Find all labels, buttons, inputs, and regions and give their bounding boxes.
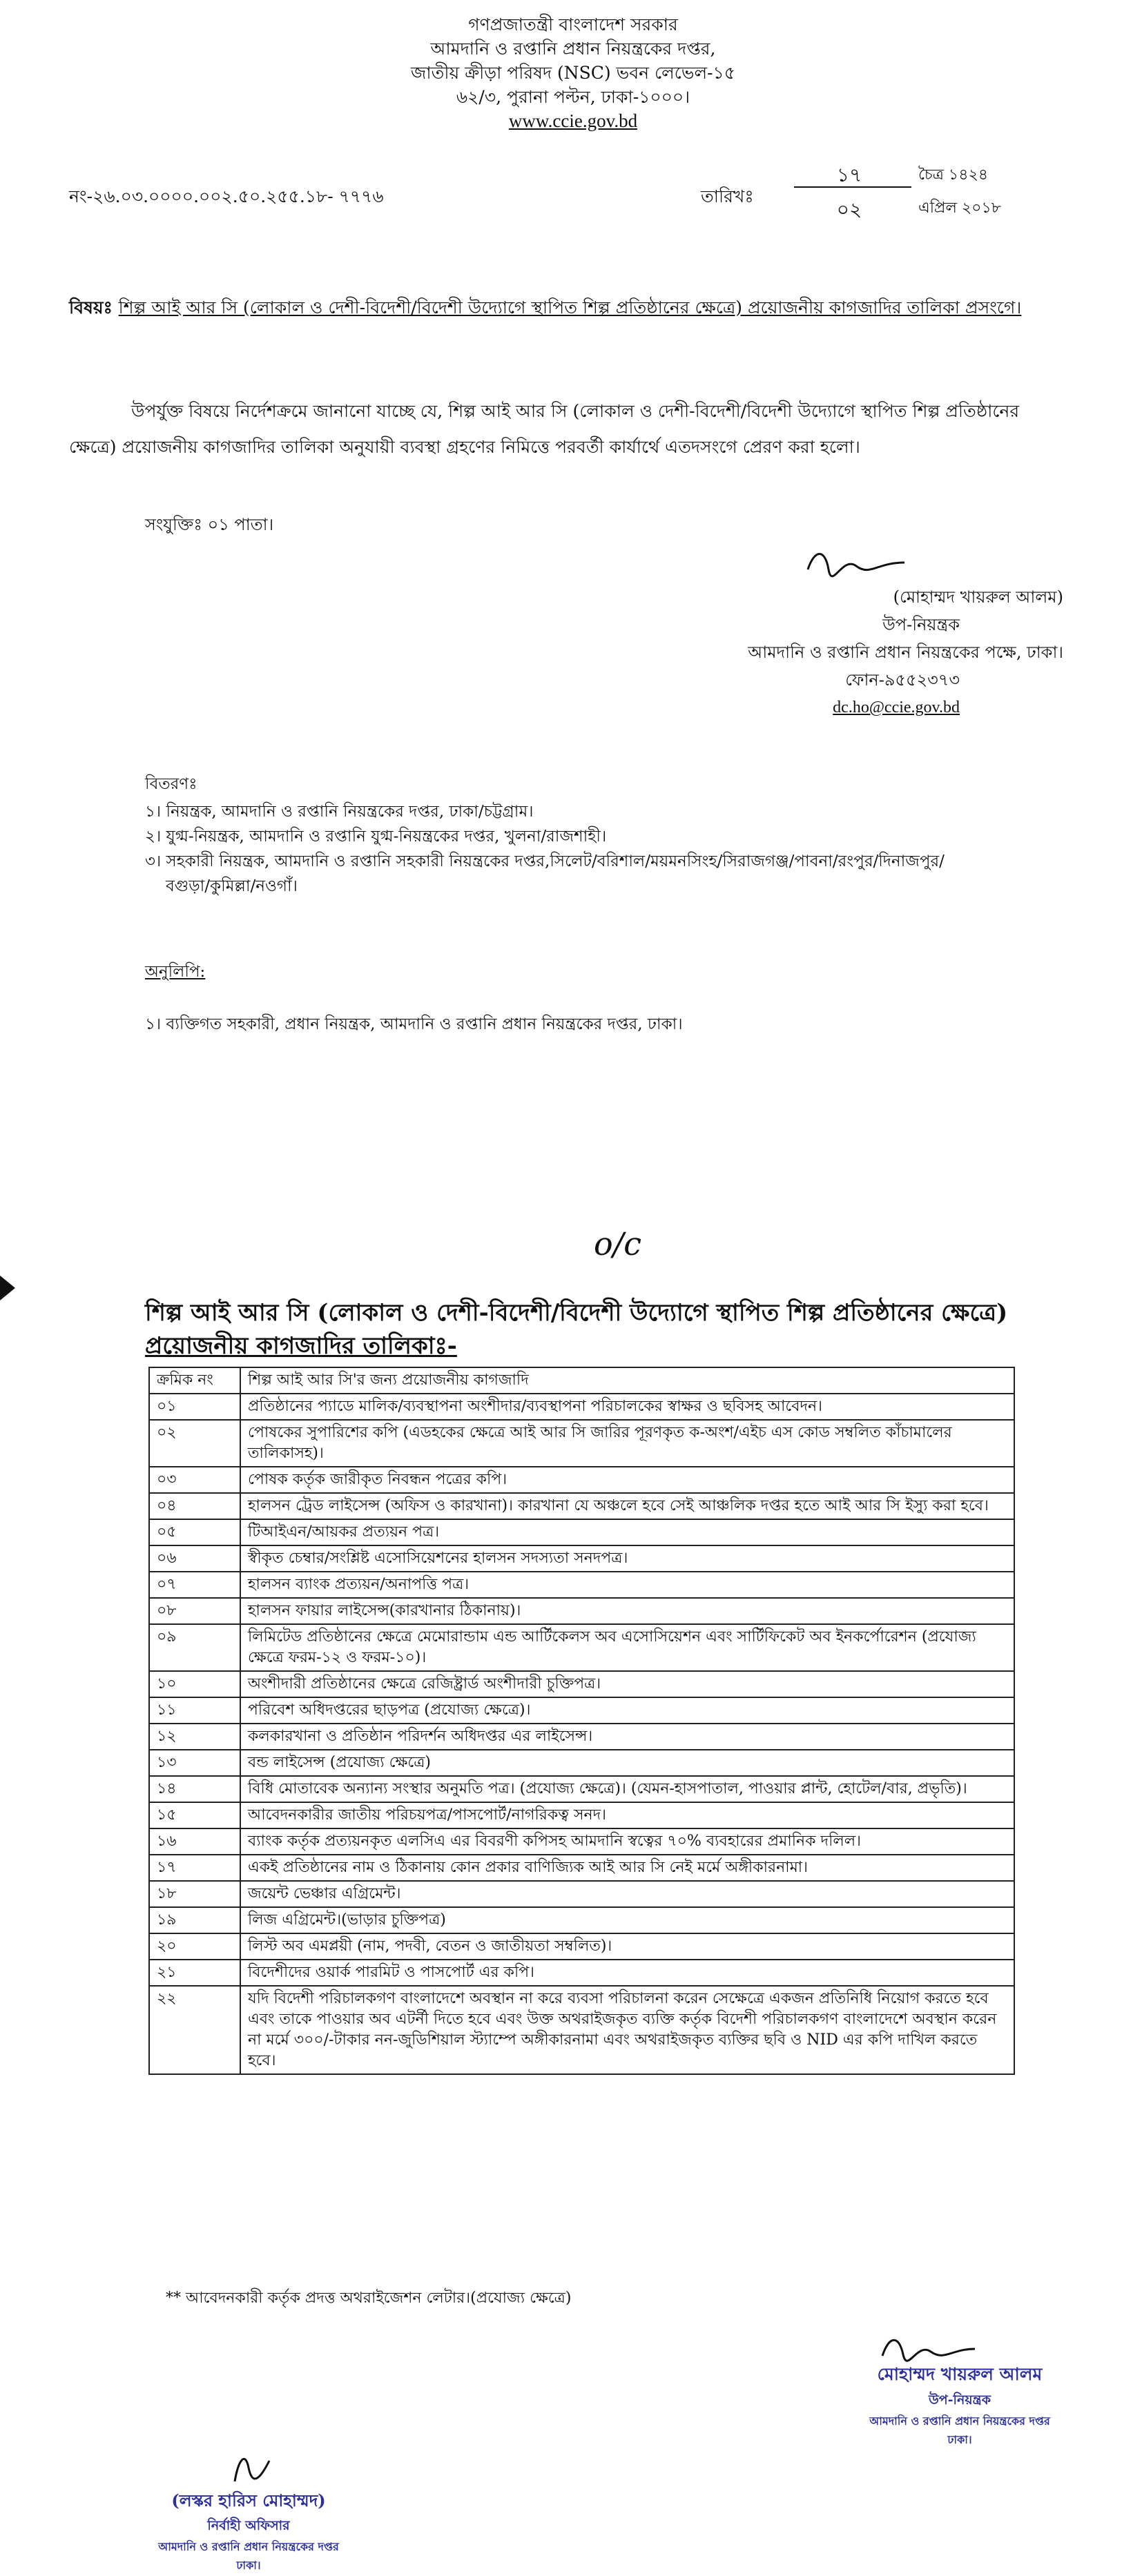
date-label: তারিখঃ <box>701 186 754 206</box>
table-row <box>149 1671 1014 1697</box>
table-row <box>149 1776 1014 1802</box>
row-serial: ১৮ <box>149 1881 240 1907</box>
documents-table <box>148 1367 1015 2075</box>
row-text: বিদেশীদের ওয়ার্ক পারমিট ও পাসপোর্ট এর কপি। <box>240 1960 1014 1986</box>
header-line-4: ৬২/৩, পুরানা পল্টন, ঢাকা-১০০০। <box>456 87 690 107</box>
copy-title: অনুলিপি: <box>145 963 206 981</box>
table-row <box>149 1572 1014 1598</box>
subject-text: শিল্প আই আর সি (লোকাল ও দেশী-বিদেশী/বিদেশী উদ্যোগে স্থাপিত শিল্প প্রতিষ্ঠানের ক্ষেত্রে) প্রয়োজনীয় কাগজাদির তালিকা প্রসংগে। <box>118 297 1022 318</box>
stamp-right-office: আমদানি ও রপ্তানি প্রধান নিয়ন্ত্রকের দপ্তর <box>869 2414 1050 2428</box>
copy-block <box>145 959 1112 1037</box>
signature-mark <box>801 542 911 583</box>
header-line-1: গণপ্রজাতন্ত্রী বাংলাদেশ সরকার <box>468 14 678 35</box>
date-en-day: ০২ <box>836 198 862 221</box>
signature-mark-3 <box>228 2447 276 2488</box>
annex-mark: o/c <box>594 1225 641 1262</box>
stamp-left-city: ঢাকা। <box>236 2559 261 2572</box>
header-serial: ক্রমিক নং <box>149 1367 240 1394</box>
footnote: ** আবেদনকারী কর্তৃক প্রদত্ত অথরাইজেশন লেটার।(প্রযোজ্য ক্ষেত্রে) <box>166 2290 572 2307</box>
row-serial: ০১ <box>149 1394 240 1420</box>
row-serial: ২১ <box>149 1960 240 1986</box>
row-serial: ০৬ <box>149 1545 240 1572</box>
row-text: জয়েন্ট ভেঞ্চার এগ্রিমেন্ট। <box>240 1881 1014 1907</box>
row-text: লিস্ট অব এমপ্লয়ী (নাম, পদবী, বেতন ও জাতীয়তা সম্বলিত)। <box>240 1933 1014 1960</box>
table-row <box>149 1802 1014 1828</box>
signatory-office: আমদানি ও রপ্তানি প্রধান নিয়ন্ত্রকের পক্ষে, ঢাকা। <box>748 643 1063 662</box>
annex-title <box>145 1296 1112 1363</box>
subject <box>69 290 1063 326</box>
row-serial: ১১ <box>149 1697 240 1724</box>
date-bn-month: চৈত্র ১৪২৪ <box>918 166 989 184</box>
row-serial: ২০ <box>149 1933 240 1960</box>
row-serial: ১৭ <box>149 1855 240 1881</box>
signatory-designation: উপ-নিয়ন্ত্রক <box>882 615 960 634</box>
distribution-block <box>145 772 1112 899</box>
row-serial: ০৪ <box>149 1493 240 1519</box>
table-row <box>149 1394 1014 1420</box>
row-serial: ১৬ <box>149 1828 240 1855</box>
row-text: হালসন ফায়ার লাইসেন্স(কারখানার ঠিকানায়)। <box>240 1598 1014 1624</box>
table-row <box>149 1545 1014 1572</box>
table-row <box>149 1960 1014 1986</box>
stamp-left <box>110 2488 387 2575</box>
row-text: পোষকের সুপারিশের কপি (এডহকের ক্ষেত্রে আই আর সি জারির পূরণকৃত ক-অংশ/এইচ এস কোড সম্বলিত কাঁচামালের তালিকাসহ)। <box>240 1420 1014 1467</box>
stamp-left-office: আমদানি ও রপ্তানি প্রধান নিয়ন্ত্রকের দপ্তর <box>158 2540 339 2553</box>
website-link[interactable]: www.ccie.gov.bd <box>508 110 638 131</box>
date-bn-day: ১৭ <box>836 164 862 186</box>
row-serial: ০৮ <box>149 1598 240 1624</box>
distribution-item: ৩। সহকারী নিয়ন্ত্রক, আমদানি ও রপ্তানি সহকারী নিয়ন্ত্রকের দপ্তর,সিলেট/বরিশাল/ময়মনসিংহ/সিরাজগঞ্জ/পাবনা/রংপুর/দিনাজপুর/ <box>145 852 945 870</box>
row-serial: ১৩ <box>149 1750 240 1776</box>
row-text: লিমিটেড প্রতিষ্ঠানের ক্ষেত্রে মেমোরান্ডাম এন্ড আর্টিকেলস অব এসোসিয়েশন এবং সার্টিফিকেট অব ইনকর্পোরেশন (প্রযোজ্য ক্ষেত্রে ফরম-১২ ও ফরম-১০)। <box>240 1624 1014 1671</box>
date-en-month: এপ্রিল ২০১৮ <box>918 199 1001 217</box>
stamp-left-name: (লস্কর হারিস মোহাম্মদ) <box>171 2490 326 2510</box>
row-serial: ০২ <box>149 1420 240 1467</box>
annex-title-line-1: শিল্প আই আর সি (লোকাল ও দেশী-বিদেশী/বিদেশী উদ্যোগে স্থাপিত শিল্প প্রতিষ্ঠানের ক্ষেত্রে) <box>145 1299 1008 1327</box>
table-row <box>149 1933 1014 1960</box>
table-row <box>149 1855 1014 1881</box>
header-documents: শিল্প আই আর সি'র জন্য প্রয়োজনীয় কাগজাদি <box>240 1367 1014 1394</box>
table-row <box>149 1907 1014 1933</box>
table-row <box>149 1750 1014 1776</box>
header-line-3: জাতীয় ক্রীড়া পরিষদ (NSC) ভবন লেভেল-১৫ <box>411 63 735 83</box>
reference-number: নং-২৬.০৩.০০০০.০০২.৫০.২৫৫.১৮- ৭৭৭৬ <box>69 186 384 206</box>
stamp-right-name: মোহাম্মদ খায়রুল আলম <box>877 2364 1043 2384</box>
row-text: বন্ড লাইসেন্স (প্রযোজ্য ক্ষেত্রে) <box>240 1750 1014 1776</box>
row-serial: ০৩ <box>149 1467 240 1493</box>
table-row <box>149 1493 1014 1519</box>
row-serial: ০৫ <box>149 1519 240 1545</box>
table-header-row <box>149 1367 1014 1394</box>
distribution-item: ১। নিয়ন্ত্রক, আমদানি ও রপ্তানি নিয়ন্ত্রকের দপ্তর, ঢাকা/চট্টগ্রাম। <box>145 803 534 821</box>
table-row <box>149 1697 1014 1724</box>
body-paragraph: উপর্যুক্ত বিষয়ে নির্দেশক্রমে জানানো যাচ্ছে যে, শিল্প আই আর সি (লোকাল ও দেশী-বিদেশী/বিদেশী উদ্যোগে স্থাপিত শিল্প প্রতিষ্ঠানের ক্ষেত্রে) প্রয়োজনীয় কাগজাদির তালিকা অনুযায়ী ব্যবস্থা গ্রহণের নিমিত্তে পরবর্তী কার্যার্থে এতদসংগে প্রেরণ করা হলো। <box>69 401 1020 457</box>
row-text: ব্যাংক কর্তৃক প্রত্যয়নকৃত এলসিএ এর বিবরণী কপিসহ আমদানি স্বত্বের ৭০% ব্যবহারের প্রমানিক দলিল। <box>240 1828 1014 1855</box>
distribution-item: বগুড়া/কুমিল্লা/নওগাঁ। <box>166 877 298 895</box>
row-serial: ১৪ <box>149 1776 240 1802</box>
row-text: প্রতিষ্ঠানের প্যাডে মালিক/ব্যবস্থাপনা অংশীদার/ব্যবস্থাপনা পরিচালকের স্বাক্ষর ও ছবিসহ আবেদন। <box>240 1394 1014 1420</box>
signatory-block <box>621 583 1063 721</box>
row-text: লিজ এগ্রিমেন্ট।(ভাড়ার চুক্তিপত্র) <box>240 1907 1014 1933</box>
table-row <box>149 1420 1014 1467</box>
table-row <box>149 1467 1014 1493</box>
header-line-2: আমদানি ও রপ্তানি প্রধান নিয়ন্ত্রকের দপ্তর, <box>430 39 716 59</box>
signatory-email[interactable]: dc.ho@ccie.gov.bd <box>833 699 960 716</box>
table-row <box>149 1724 1014 1750</box>
row-text: বিধি মোতাবেক অন্যান্য সংস্থার অনুমতি পত্র। (প্রযোজ্য ক্ষেত্রে)। (যেমন-হাসপাতাল, পাওয়ার প্লান্ট, হোটেল/বার, প্রভৃতি)। <box>240 1776 1014 1802</box>
table-row <box>149 1598 1014 1624</box>
table-row <box>149 1986 1014 2074</box>
row-text: আবেদনকারীর জাতীয় পরিচয়পত্র/পাসপোর্ট/নাগরিকত্ব সনদ। <box>240 1802 1014 1828</box>
table-row <box>149 1624 1014 1671</box>
distribution-title: বিতরণঃ <box>145 775 197 793</box>
row-text: যদি বিদেশী পরিচালকগণ বাংলাদেশে অবস্থান না করে ব্যবসা পরিচালনা করেন সেক্ষেত্রে একজন প্রতিনিধি নিয়োগ করতে হবে এবং তাকে পাওয়ার অব এটর্নী দিতে হবে এবং উক্ত অথরাইজকৃত ব্যক্তি কর্তৃক বিদেশী পরিচালকগণ বাংলাদেশে অবস্থান করেন না মর্মে ৩০০/-টাকার নন-জুডিশিয়াল স্ট্যাম্পে অঙ্গীকারনামা এবং অথরাইজকৃত ব্যক্তির ছবি ও NID এর কপি দাখিল করতে হবে। <box>240 1986 1014 2074</box>
row-text: অংশীদারী প্রতিষ্ঠানের ক্ষেত্রে রেজিষ্ট্রার্ড অংশীদারী চুক্তিপত্র। <box>240 1671 1014 1697</box>
distribution-item: ২। যুগ্ম-নিয়ন্ত্রক, আমদানি ও রপ্তানি যুগ্ম-নিয়ন্ত্রকের দপ্তর, খুলনা/রাজশাহী। <box>145 828 607 846</box>
row-serial: ১০ <box>149 1671 240 1697</box>
row-serial: ১৫ <box>149 1802 240 1828</box>
signatory-phone: ফোন-৯৫৫২৩৭৩ <box>845 670 960 690</box>
stamp-right-designation: উপ-নিয়ন্ত্রক <box>928 2392 991 2408</box>
copy-item: ১। ব্যক্তিগত সহকারী, প্রধান নিয়ন্ত্রক, আমদানি ও রপ্তানি প্রধান নিয়ন্ত্রকের দপ্তর, ঢাকা। <box>145 1015 683 1033</box>
row-text: স্বীকৃত চেম্বার/সংশ্লিষ্ট এসোসিয়েশনের হালসন সদস্যতা সনদপত্র। <box>240 1545 1014 1572</box>
table-row <box>149 1881 1014 1907</box>
letterhead <box>345 12 801 133</box>
row-text: হালসন ট্রেড লাইসেন্স (অফিস ও কারখানা)। কারখানা যে অঞ্চলে হবে সেই আঞ্চলিক দপ্তর হতে আই আর সি ইস্যু করা হবে। <box>240 1493 1014 1519</box>
stamp-right <box>815 2361 1105 2450</box>
date-divider <box>794 186 911 188</box>
subject-label: বিষয়ঃ <box>69 297 113 318</box>
stamp-left-designation: নির্বাহী অফিসার <box>207 2518 290 2533</box>
row-serial: ১২ <box>149 1724 240 1750</box>
stamp-right-city: ঢাকা। <box>947 2433 972 2446</box>
signatory-name: (মোহাম্মদ খায়রুল আলম) <box>893 587 1063 607</box>
row-text: টিআইএন/আয়কর প্রত্যয়ন পত্র। <box>240 1519 1014 1545</box>
row-text: পরিবেশ অধিদপ্তরের ছাড়পত্র (প্রযোজ্য ক্ষেত্রে)। <box>240 1697 1014 1724</box>
row-serial: ২২ <box>149 1986 240 2074</box>
enclosure: সংযুক্তিঃ ০১ পাতা। <box>145 515 274 534</box>
table-row <box>149 1828 1014 1855</box>
row-serial: ১৯ <box>149 1907 240 1933</box>
row-serial: ০৭ <box>149 1572 240 1598</box>
row-text: পোষক কর্তৃক জারীকৃত নিবন্ধন পত্রের কপি। <box>240 1467 1014 1493</box>
row-text: হালসন ব্যাংক প্রত্যয়ন/অনাপত্তি পত্র। <box>240 1572 1014 1598</box>
annex-title-line-2: প্রয়োজনীয় কাগজাদির তালিকাঃ- <box>145 1332 457 1360</box>
corner-mark <box>0 1276 15 1300</box>
table-row <box>149 1519 1014 1545</box>
row-text: একই প্রতিষ্ঠানের নাম ও ঠিকানায় কোন প্রকার বাণিজ্যিক আই আর সি নেই মর্মে অঙ্গীকারনামা। <box>240 1855 1014 1881</box>
row-text: কলকারখানা ও প্রতিষ্ঠান পরিদর্শন অধিদপ্তর এর লাইসেন্স। <box>240 1724 1014 1750</box>
row-serial: ০৯ <box>149 1624 240 1671</box>
